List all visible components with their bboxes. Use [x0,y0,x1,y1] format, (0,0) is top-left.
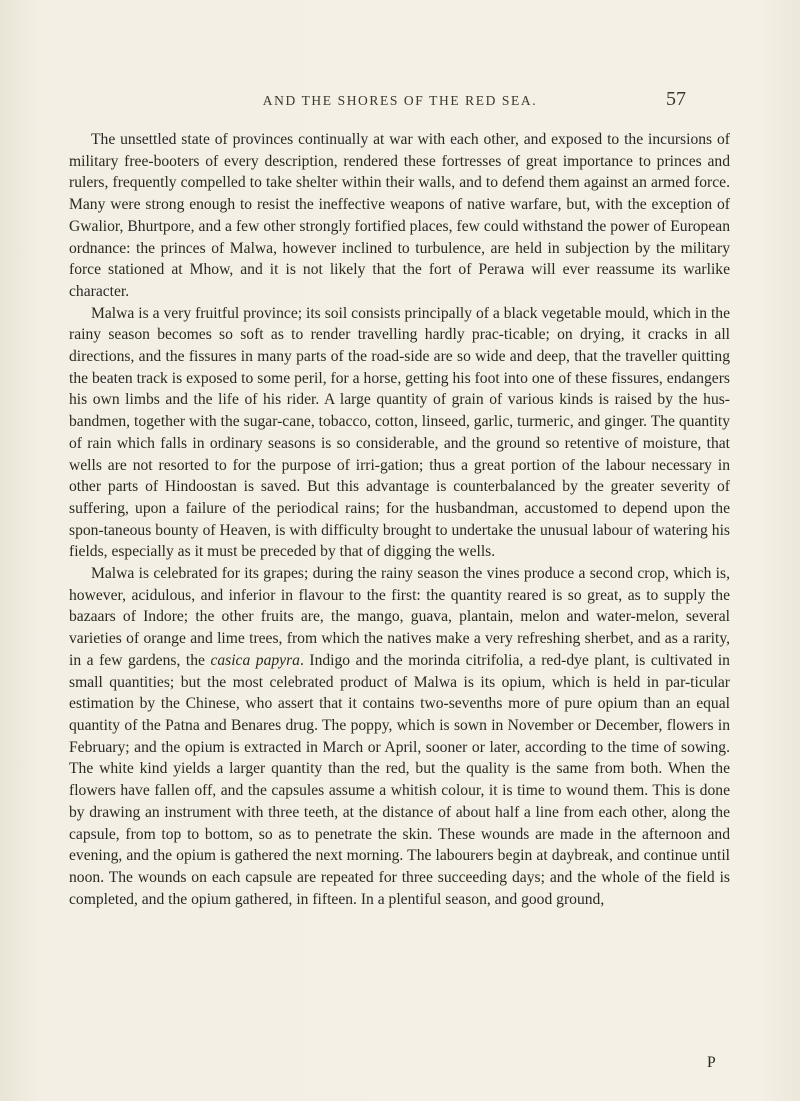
paragraph-produce [69,563,730,910]
paragraph-produce-end: . Indigo and the morinda citrifolia, a red-dye plant, is cultivated in small quantities; but the most celebrated product of Malwa is its opium, which is held in par-ticular estimation by the Chinese, who assert that it contains two-sevenths more of pure opium than an equal quantity of the Patna and Benares drug. The poppy, which is sown in November or December, flowers in February; and the opium is extracted in March or April, sooner or later, according to the time of sowing. The white kind yields a larger quantity than the red, but the quality is the same from both. When the flowers have fallen off, and the capsules assume a whitish colour, it is time to wound them. This is done by drawing an instrument with three teeth, at the distance of about half a line from each other, along the capsule, from top to bottom, so as to penetrate the skin. These wounds are made in the afternoon and evening, and the opium is gathered the next morning. The labourers begin at daybreak, and continue until noon. The wounds on each capsule are repeated for three succeeding days; and the whole of the field is completed, and the opium gathered, in fifteen. In a plentiful season, and good ground, [69,651,730,908]
paragraph-fortresses: The unsettled state of provinces continually at war with each other, and exposed to the incursions of military free-booters of every description, rendered these fortresses of great importance to princes and rulers, frequently compelled to take shelter within their walls, and to defend them against an armed force. Many were strong enough to resist the ineffective weapons of native warfare, but, with the exception of Gwalior, Bhurtpore, and a few other strongly fortified places, few could withstand the power of European ordnance: the princes of Malwa, however inclined to turbulence, are held in subjection by the military force stationed at Mhow, and it is not likely that the fort of Perawa will ever reassume its warlike character. [69,131,730,300]
italic-term: casica papyra [210,651,300,669]
body-text [69,129,730,910]
page-number: 57 [666,88,686,110]
paragraph-produce-start: Malwa is celebrated for its grapes; during the rainy season the vines produce a second crop, which is, however, acidulous, and inferior in flavour to the first: the quantity reared is so great, as to supply the bazaars of Indore; the other fruits are, the mango, guava, plantain, melon and water-melon, several varieties of orange and lime trees, from which the natives make a very refreshing sherbet, and as a rarity, in a few gardens, the [69,565,730,669]
signature-mark: P [707,1054,716,1071]
paragraph-soil: Malwa is a very fruitful province; its soil consists principally of a black vegetable mould, which in the rainy season becomes so soft as to render travelling hardly prac-ticable; on drying, it cracks in all directions, and the fissures in many parts of the road-side are so wide and deep, that the traveller quitting the beaten track is exposed to some peril, for a horse, getting his foot into one of these fissures, endangers his own limbs and the life of his rider. A large quantity of grain of various kinds is raised by the hus-bandmen, together with the sugar-cane, tobacco, cotton, linseed, garlic, turmeric, and ginger. The quantity of rain which falls in ordinary seasons is so considerable, and the ground so retentive of moisture, that wells are not resorted to for the purpose of irri-gation; thus a great portion of the labour necessary in other parts of Hindoostan is saved. But this advantage is counterbalanced by the greater severity of suffering, upon a failure of the periodical rains; for the husbandman, accustomed to depend upon the spon-taneous bounty of Heaven, is with difficulty brought to undertake the unusual labour of watering his fields, especially as it must be preceded by that of digging the wells. [69,304,730,561]
running-head: AND THE SHORES OF THE RED SEA. [262,93,538,108]
